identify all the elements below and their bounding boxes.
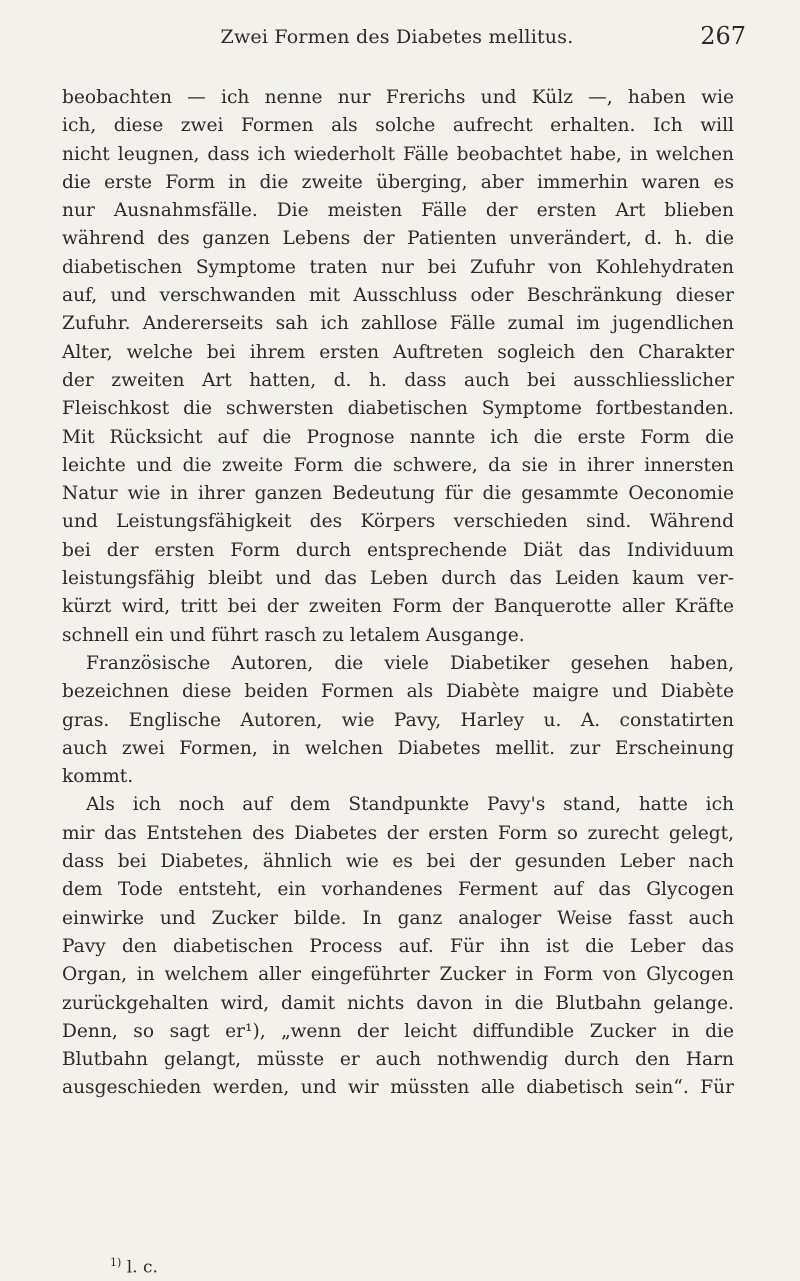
- text-line: diabetischen Symptome traten nur bei Zufuhr von Kohlehydraten: [62, 256, 734, 278]
- text-line: Pavy den diabetischen Process auf. Für ihn ist die Leber das: [62, 935, 734, 957]
- text-line: auch zwei Formen, in welchen Diabetes mellit. zur Erscheinung: [62, 737, 734, 759]
- text-line: bei der ersten Form durch entsprechende Diät das Individuum: [62, 539, 734, 561]
- body-text: [62, 84, 734, 1103]
- text-line: kommt.: [62, 766, 134, 788]
- text-line: Fleischkost die schwersten diabetischen Symptome fortbestanden.: [62, 398, 734, 420]
- text-line: Denn, so sagt er¹), „wenn der leicht diffundible Zucker in die: [62, 1020, 734, 1042]
- text-line: Natur wie in ihrer ganzen Bedeutung für die gesammte Oeconomie: [62, 483, 734, 505]
- text-line: ich, diese zwei Formen als solche aufrecht erhalten. Ich will: [62, 115, 734, 137]
- text-line: bezeichnen diese beiden Formen als Diabète maigre und Diabète: [62, 681, 734, 703]
- text-line: Als ich noch auf dem Standpunkte Pavy's stand, hatte ich: [86, 794, 734, 816]
- text-line: Organ, in welchem aller eingeführter Zucker in Form von Glycogen: [62, 964, 734, 986]
- text-line: beobachten — ich nenne nur Frerichs und Külz —, haben wie: [62, 87, 734, 108]
- text-line: dass bei Diabetes, ähnlich wie es bei der gesunden Leber nach: [62, 851, 734, 873]
- footnote-text: l. c.: [126, 1257, 158, 1278]
- text-line: Alter, welche bei ihrem ersten Auftreten sogleich den Charakter: [62, 341, 734, 363]
- text-line: leistungsfähig bleibt und das Leben durch das Leiden kaum ver-: [62, 568, 734, 590]
- text-line: Französische Autoren, die viele Diabetiker gesehen haben,: [86, 652, 734, 674]
- text-line: gras. Englische Autoren, wie Pavy, Harley u. A. constatirten: [62, 709, 734, 731]
- text-line: Mit Rücksicht auf die Prognose nannte ich die erste Form die: [62, 426, 734, 448]
- text-line: während des ganzen Lebens der Patienten unverändert, d. h. die: [62, 228, 734, 250]
- text-line: nicht leugnen, dass ich wiederholt Fälle beobachtet habe, in welchen: [62, 143, 734, 165]
- text-line: auf, und verschwanden mit Ausschluss oder Beschränkung dieser: [62, 285, 734, 307]
- footnote-marker: 1): [110, 1256, 122, 1269]
- text-line: kürzt wird, tritt bei der zweiten Form der Banquerotte aller Kräfte: [62, 596, 734, 618]
- text-line: mir das Entstehen des Diabetes der ersten Form so zurecht gelegt,: [62, 822, 734, 844]
- text-line: Zufuhr. Andererseits sah ich zahllose Fälle zumal im jugendlichen: [62, 313, 734, 335]
- text-line: nur Ausnahmsfälle. Die meisten Fälle der ersten Art blieben: [62, 200, 734, 222]
- text-line: die erste Form in die zweite überging, aber immerhin waren es: [62, 171, 734, 193]
- text-line: einwirke und Zucker bilde. In ganz analoger Weise fasst auch: [62, 907, 734, 929]
- text-line: und Leistungsfähigkeit des Körpers verschieden sind. Während: [62, 511, 734, 533]
- text-line: ausgeschieden werden, und wir müssten alle diabetisch sein“. Für: [62, 1077, 734, 1099]
- text-line: zurückgehalten wird, damit nichts davon in die Blutbahn gelange.: [62, 992, 734, 1014]
- text-line: schnell ein und führt rasch zu letalem Ausgange.: [62, 624, 525, 646]
- page-number: 267: [700, 22, 746, 50]
- text-line: dem Tode entsteht, ein vorhandenes Ferment auf das Glycogen: [62, 879, 734, 901]
- footnote: [110, 1256, 158, 1278]
- text-line: der zweiten Art hatten, d. h. dass auch bei ausschliesslicher: [62, 369, 734, 391]
- text-line: Blutbahn gelangt, müsste er auch nothwendig durch den Harn: [62, 1049, 734, 1071]
- running-title: Zwei Formen des Diabetes mellitus.: [220, 26, 574, 48]
- page-header: [62, 22, 746, 52]
- text-line: leichte und die zweite Form die schwere, da sie in ihrer innersten: [62, 454, 734, 476]
